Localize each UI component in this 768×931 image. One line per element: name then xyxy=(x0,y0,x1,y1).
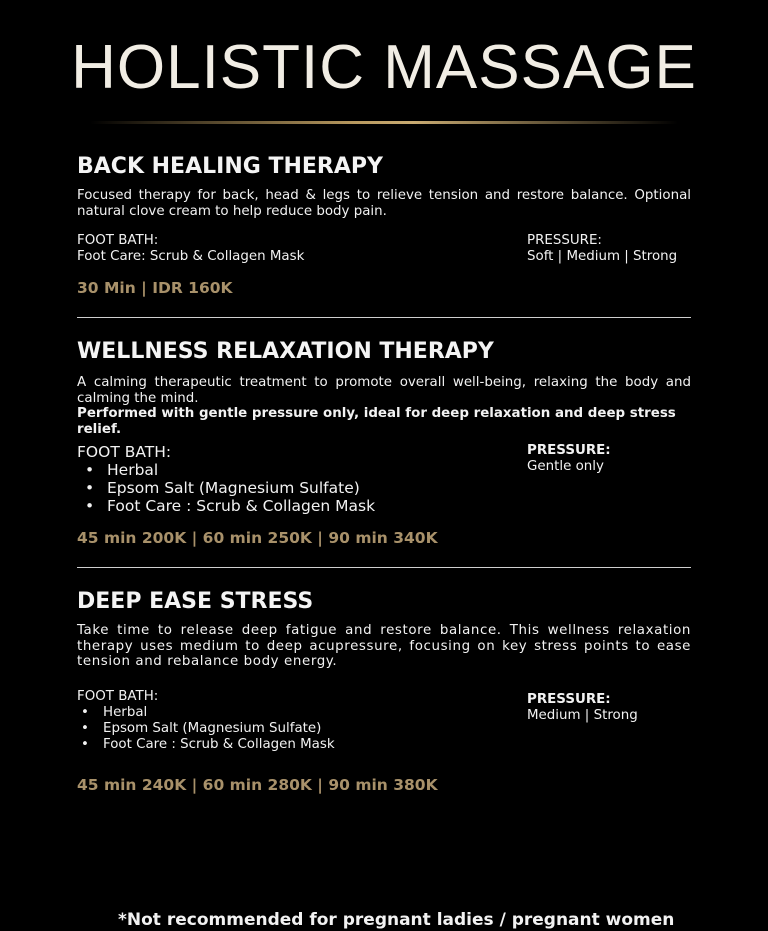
section-title: DEEP EASE STRESS xyxy=(77,589,314,614)
section-divider xyxy=(77,317,691,318)
pressure-label: PRESSURE: xyxy=(527,443,611,458)
page-title: HOLISTIC MASSAGE xyxy=(71,33,697,102)
pressure-value: Soft | Medium | Strong xyxy=(527,249,678,264)
section-back-healing xyxy=(77,153,691,267)
section-title: WELLNESS RELAXATION THERAPY xyxy=(77,339,494,364)
section-description: Focused therapy for back, head & legs to relieve tension and restore balance. Optional natural clove cream to help reduce body pain. xyxy=(77,188,691,219)
foot-bath-block xyxy=(77,233,304,265)
foot-bath-list xyxy=(77,705,335,753)
section-description: Take time to release deep fatigue and restore balance. This wellness relaxation therapy uses medium to deep acupressure, focusing on key stress points to ease tension and rebalance body energy. xyxy=(77,623,691,669)
list-item: • Epsom Salt (Magnesium Sulfate) xyxy=(107,479,375,497)
foot-bath-label: FOOT BATH: xyxy=(77,233,159,248)
list-item: • Herbal xyxy=(107,461,375,479)
pressure-label: PRESSURE: xyxy=(527,691,611,707)
foot-bath-block xyxy=(77,689,335,753)
section-deep-ease-stress xyxy=(77,588,691,752)
details-row xyxy=(77,443,691,519)
price-line: 45 min 240K | 60 min 280K | 90 min 380K xyxy=(77,776,438,794)
foot-bath-label: FOOT BATH: xyxy=(77,443,172,461)
section-title: BACK HEALING THERAPY xyxy=(77,154,383,179)
section-description-bold: Performed with gentle pressure only, ideal for deep relaxation and deep stress relief. xyxy=(77,406,676,437)
list-item: • Epsom Salt (Magnesium Sulfate) xyxy=(103,721,335,737)
pressure-label: PRESSURE: xyxy=(527,233,602,248)
section-divider xyxy=(77,567,691,568)
list-item: • Foot Care : Scrub & Collagen Mask xyxy=(107,497,375,515)
list-item: • Foot Care : Scrub & Collagen Mask xyxy=(103,737,335,753)
foot-bath-block xyxy=(77,443,375,515)
pressure-value: Gentle only xyxy=(527,459,604,474)
details-row xyxy=(77,688,691,752)
foot-bath-list xyxy=(77,461,375,515)
foot-bath-label: FOOT BATH: xyxy=(77,688,159,704)
price-line: 30 Min | IDR 160K xyxy=(77,279,233,297)
pressure-block xyxy=(527,233,677,265)
details-row xyxy=(77,233,691,267)
title-gold-rule xyxy=(90,121,678,124)
footnote: *Not recommended for pregnant ladies / pregnant women xyxy=(118,910,675,930)
section-description: A calming therapeutic treatment to promote overall well-being, relaxing the body and calming the mind. xyxy=(77,375,691,406)
pressure-value: Medium | Strong xyxy=(527,707,638,723)
price-line: 45 min 200K | 60 min 250K | 90 min 340K xyxy=(77,529,438,547)
foot-bath-detail: Foot Care: Scrub & Collagen Mask xyxy=(77,249,305,264)
pressure-block xyxy=(527,443,611,475)
list-item: • Herbal xyxy=(103,705,335,721)
section-wellness-relaxation xyxy=(77,338,691,519)
pressure-block xyxy=(527,692,638,724)
